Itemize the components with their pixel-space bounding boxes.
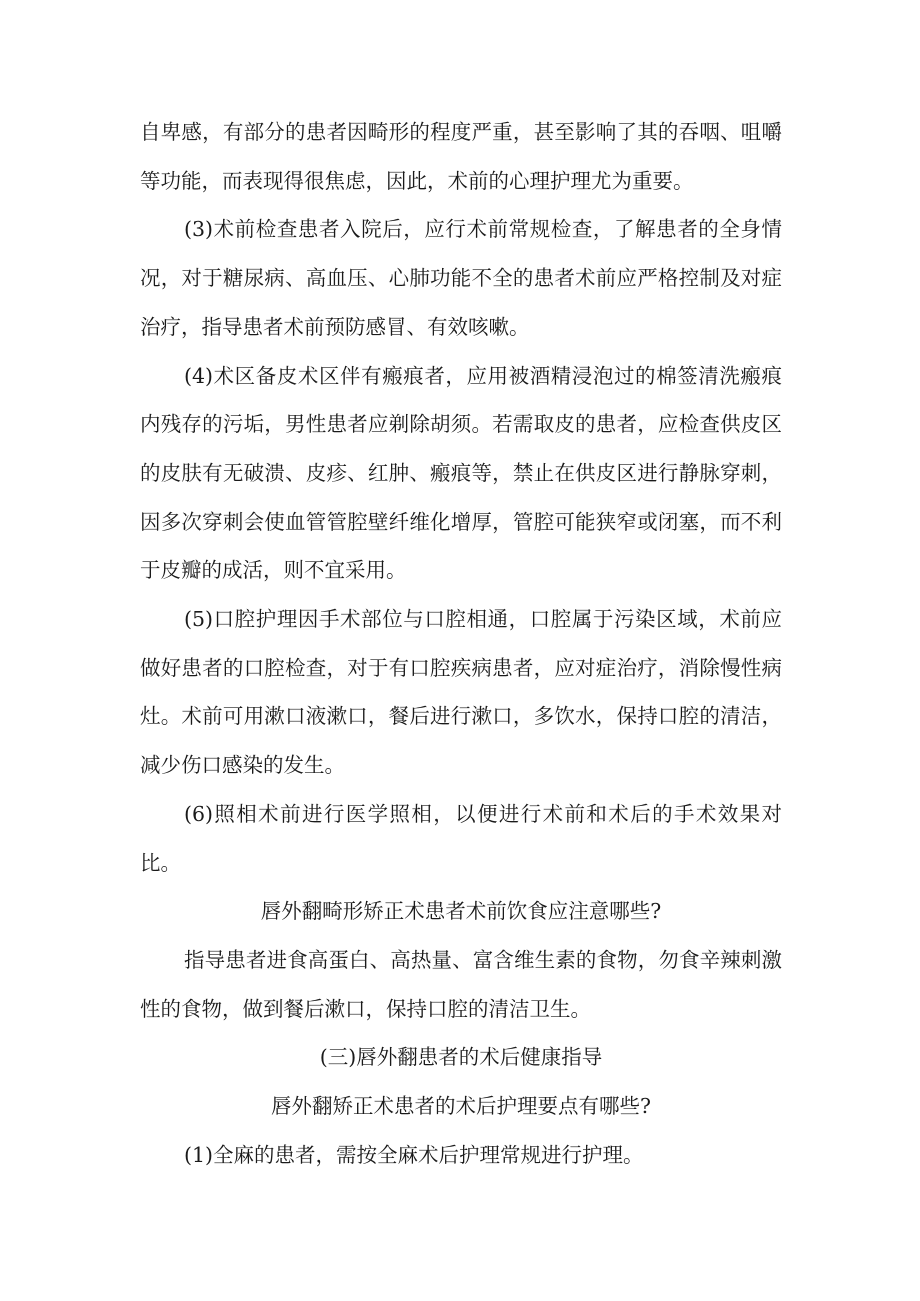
paragraph-skin-preparation: (4)术区备皮术区伴有瘢痕者，应用被酒精浸泡过的棉签清洗瘢痕内残存的污垢，男性患者应剃除胡须。若需取皮的患者，应检查供皮区的皮肤有无破溃、皮疹、红肿、瘢痕等，禁止在供皮区进行静脉穿刺，因多次穿刺会使血管管腔壁纤维化增厚，管腔可能狭窄或闭塞，而不利于皮瓣的成活，则不宜采用。 (140, 363, 782, 583)
heading-preoperative-diet: 唇外翻畸形矫正术患者术前饮食应注意哪些? (260, 899, 662, 924)
heading-postoperative-care-points: 唇外翻矫正术患者的术后护理要点有哪些? (271, 1094, 651, 1119)
heading-postoperative-guidance: (三)唇外翻患者的术后健康指导 (319, 1045, 603, 1070)
paragraph-psychological-care-continued: 自卑感，有部分的患者因畸形的程度严重，甚至影响了其的吞咽、咀嚼等功能，而表现得很焦虑，因此，术前的心理护理尤为重要。 (140, 120, 782, 193)
paragraph-general-anesthesia-care: (1)全麻的患者，需按全麻术后护理常规进行护理。 (184, 1142, 644, 1167)
paragraph-photography: (6)照相术前进行医学照相，以便进行术前和术后的手术效果对比。 (140, 801, 782, 875)
paragraph-diet-guidance: 指导患者进食高蛋白、高热量、富含维生素的食物，勿食辛辣刺激性的食物，做到餐后漱口，保持口腔的清洁卫生。 (140, 947, 782, 1021)
document-body (140, 108, 782, 1179)
paragraph-oral-care: (5)口腔护理因手术部位与口腔相通，口腔属于污染区域，术前应做好患者的口腔检查，对于有口腔疾病患者，应对症治疗，消除慢性病灶。术前可用漱口液漱口，餐后进行漱口，多饮水，保持口腔的清洁，减少伤口感染的发生。 (140, 607, 782, 778)
paragraph-preoperative-exam: (3)术前检查患者入院后，应行术前常规检查，了解患者的全身情况，对于糖尿病、高血压、心肺功能不全的患者术前应严格控制及对症治疗，指导患者术前预防感冒、有效咳嗽。 (140, 217, 782, 339)
